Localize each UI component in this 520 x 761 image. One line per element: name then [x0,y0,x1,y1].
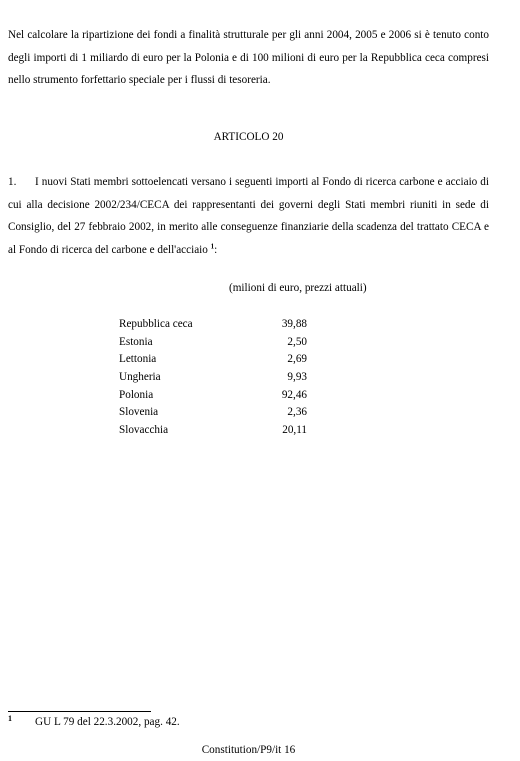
footnote-separator [8,711,151,712]
article-heading: ARTICOLO 20 [213,131,284,143]
intro-paragraph: Nel calcolare la ripartizione dei fondi a finalità strutturale per gli anni 2004, 2005 e 2006 si è tenuto conto degli importi di 1 miliardo di euro per la Polonia e di 100 milioni di euro per la Repubblica ceca compresi nello strumento forfettario speciale per i flussi di tesoreria. [8,29,489,86]
table-row [119,353,307,371]
paragraph-1 [8,171,489,261]
country-name: Lettonia [119,353,157,366]
footnote-mark: 1 [8,714,12,723]
country-name: Slovenia [119,406,159,419]
country-name: Estonia [119,335,153,348]
table-row [119,424,307,442]
amount-value: 2,36 [287,406,307,419]
amount-value: 92,46 [281,388,307,401]
amount-value: 2,69 [287,353,307,366]
country-name: Polonia [119,388,154,401]
amount-value: 9,93 [287,371,307,384]
table-row [119,318,307,336]
paragraph-1-trailing: : [214,243,218,256]
units-label: (milioni di euro, prezzi attuali) [229,282,367,294]
table-row [119,371,307,389]
page-footer-reference: Constitution/P9/it 16 [201,744,296,756]
amount-value: 20,11 [282,424,307,437]
footnote-reference[interactable]: 1 [210,241,215,250]
amount-value: 39,88 [281,318,307,330]
country-name: Ungheria [119,371,161,384]
table-row [119,336,307,354]
country-name: Repubblica ceca [119,318,193,330]
footnote-text: GU L 79 del 22.3.2002, pag. 42. [35,716,180,728]
paragraph-1-text: I nuovi Stati membri sottoelencati versano i seguenti importi al Fondo di ricerca carbone e acciaio di cui alla decisione 2002/234/CECA dei rappresentanti dei governi degli Stati membri riuniti in sede di Consiglio, del 27 febbraio 2002, in merito alle conseguenze finanziarie della scadenza del trattato CECA e al Fondo di ricerca del carbone e dell'acciaio [8,176,489,256]
table-row [119,406,307,424]
amounts-table [119,318,307,442]
table-row [119,389,307,407]
paragraph-number: 1. [8,176,17,188]
country-name: Slovacchia [119,424,169,437]
amount-value: 2,50 [287,335,307,348]
